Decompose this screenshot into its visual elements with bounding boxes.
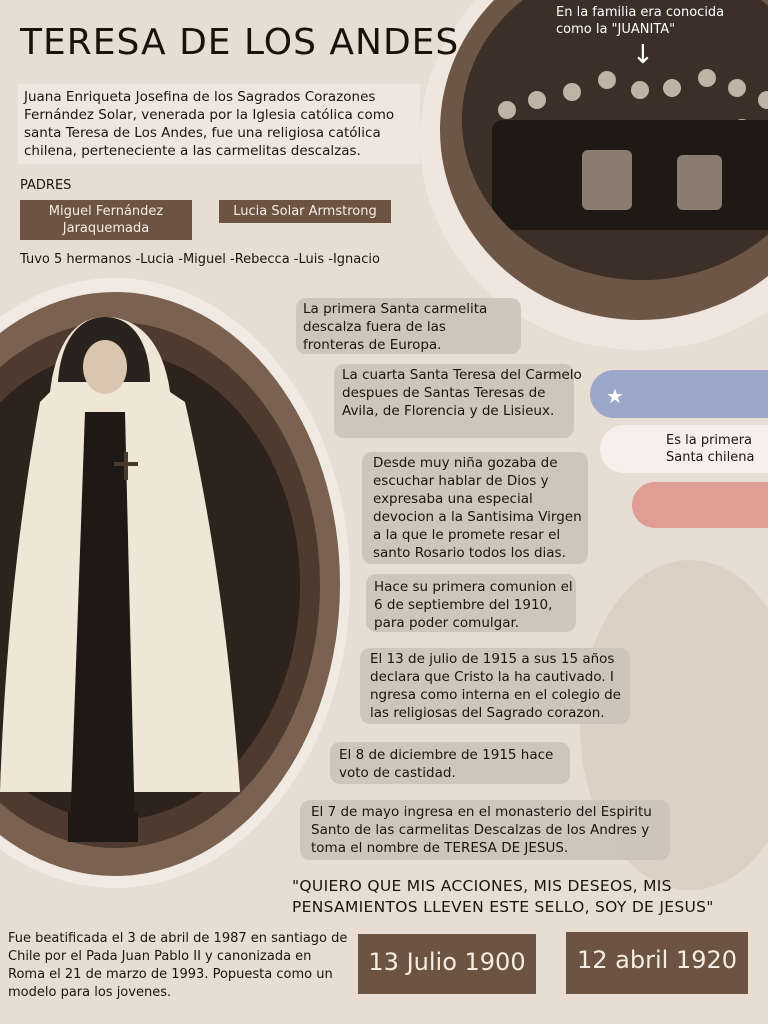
beatification-text: Fue beatificada el 3 de abril de 1987 en santiago de Chile por el Pada Juan Pablo II y canonizada en Roma el 21 de marzo de 1993. Popuesta como un modelo para los jovenes. (8, 931, 348, 1000)
arrow-down-icon: ↓ (632, 40, 654, 70)
fact-childhood-devotion: Desde muy niña gozaba de escuchar hablar de Dios y expresaba una especial devocion a la Santisima Virgen a la que le promete resar el santo Rosario todos los dias. (373, 455, 582, 561)
fact-first-communion: Hace su primera comunion el 6 de septiembre del 1910, para poder comulgar. (374, 579, 573, 631)
siblings-text: Tuvo 5 hermanos -Lucia -Miguel -Rebecca -Luis -Ignacio (20, 252, 380, 267)
star-icon: ★ (606, 384, 624, 408)
intro-text: Juana Enriqueta Josefina de los Sagrados Corazones Fernández Solar, venerada por la Iglesia católica como santa Teresa de Los Andes, fue una religiosa católica chilena, perteneciente a las carmelitas descalzas. (18, 84, 420, 164)
parents-heading: PADRES (20, 178, 72, 193)
quote-text: "QUIERO QUE MIS ACCIONES, MIS DESEOS, MIS PENSAMIENTOS LLEVEN ESTE SELLO, SOY DE JESUS" (292, 877, 714, 916)
nun-portrait (0, 312, 250, 862)
fact-july-1915: El 13 de julio de 1915 a sus 15 años declara que Cristo la ha cautivado. I ngresa como interna en el colegio de las religiosas del Sagrado corazon. (370, 651, 621, 721)
fact-december-1915: El 8 de diciembre de 1915 hace voto de castidad. (339, 747, 554, 781)
parent-mother: Lucia Solar Armstrong (219, 200, 391, 223)
family-caption: En la familia era conocida como la "JUANITA" (556, 5, 725, 37)
flag-stripe-red (632, 482, 768, 528)
chile-note: Es la primera Santa chilena (666, 433, 755, 465)
fact-may-monastery: El 7 de mayo ingresa en el monasterio del Espiritu Santo de las carmelitas Descalzas de los Andres y toma el nombre de TERESA DE JESUS. (311, 804, 652, 856)
death-date: 12 abril 1920 (566, 932, 748, 994)
birth-date: 13 Julio 1900 (358, 934, 536, 994)
page-title: TERESA DE LOS ANDES (20, 22, 460, 63)
fact-first-outside-europe: La primera Santa carmelita descalza fuera de las fronteras de Europa. (303, 301, 488, 353)
parent-father: Miguel Fernández Jaraquemada (20, 200, 192, 240)
fact-fourth-teresa: La cuarta Santa Teresa del Carmelo despues de Santas Teresas de Avila, de Florencia y de Lisieux. (342, 367, 582, 419)
